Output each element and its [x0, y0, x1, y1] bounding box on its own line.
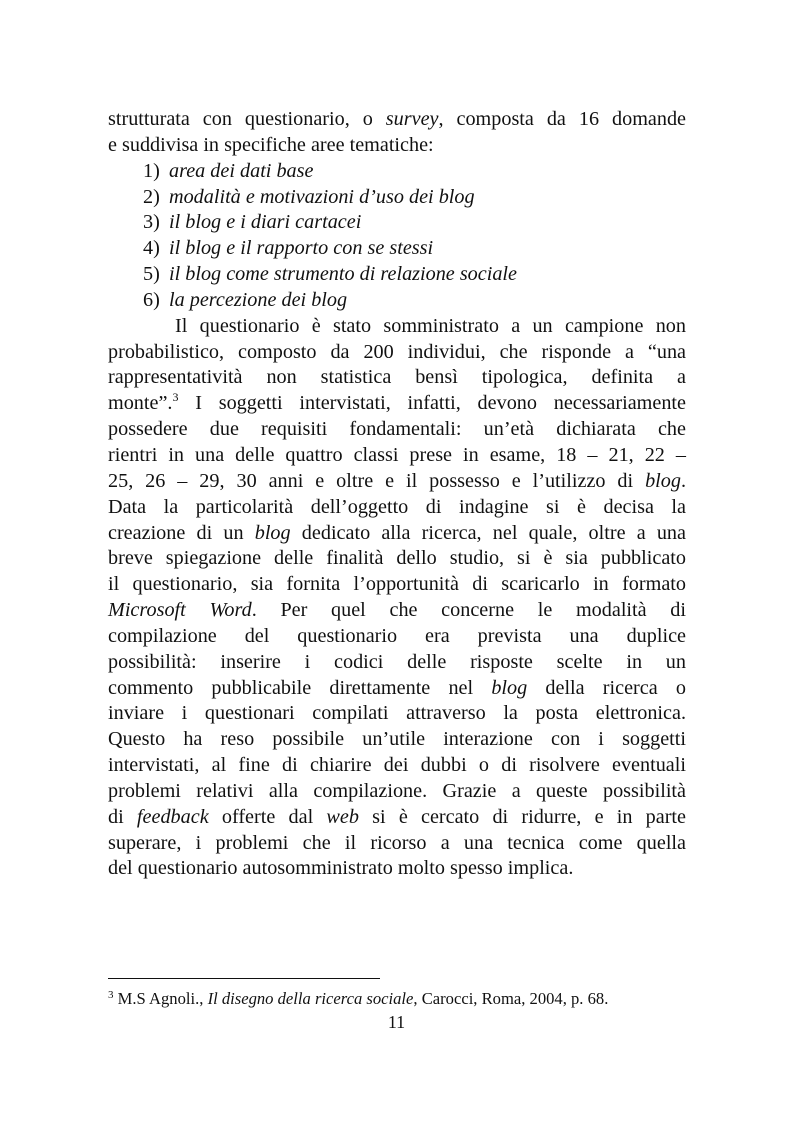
text-line: rientri in una delle quattro classi prese in esame, 18 – 21, 22 – [108, 443, 686, 466]
list-text: il blog come strumento di relazione sociale [169, 263, 517, 286]
list-number: 6) [143, 288, 160, 311]
footnote-number: 3 [108, 989, 114, 1001]
text-line: di feedback offerte dal web si è cercato di ridurre, e in parte [108, 805, 687, 828]
italic-term: survey [385, 108, 439, 130]
text-line: creazione di un blog dedicato alla ricerca, nel quale, oltre a una [108, 521, 686, 544]
text-line: inviare i questionari compilati attraverso la posta elettronica. [108, 702, 686, 725]
list-item [108, 288, 686, 314]
list-number: 5) [143, 263, 160, 286]
list-number: 3) [143, 211, 160, 234]
list-text: il blog e il rapporto con se stessi [169, 237, 434, 260]
text-line: probabilistico, composto da 200 individui, che risponde a “una [108, 340, 686, 363]
list-number: 1) [143, 159, 160, 182]
list-text: area dei dati base [169, 159, 314, 182]
text-line: Data la particolarità dell’oggetto di indagine si è decisa la [108, 495, 686, 518]
main-paragraph [108, 314, 686, 883]
italic-term: blog [254, 521, 291, 544]
list-number: 2) [143, 185, 160, 208]
text-line: breve spiegazione delle finalità dello studio, si è sia pubblicato [108, 547, 686, 570]
footnote: $^3$ M.S Agnoli., Il disegno della ricerca sociale, Carocci, Roma, 2004, p. 68. [108, 989, 609, 1008]
text-line: possibilità: inserire i codici delle risposte scelte in un [108, 650, 686, 673]
text-line: strutturata con questionario, o survey, composta da 16 domande [108, 108, 686, 130]
list-item [108, 210, 686, 236]
italic-term: blog [491, 676, 528, 699]
text-line: monte”.$^3$ I soggetti intervistati, infatti, devono necessariamente [108, 390, 686, 415]
text-line: Microsoft Word. Per quel che concerne le modalità di [108, 599, 686, 622]
italic-term: blog [645, 469, 681, 492]
text-line: commento pubblicabile direttamente nel blog della ricerca o [108, 676, 686, 699]
thematic-list [108, 159, 686, 314]
footnote-reference: 3 [172, 390, 179, 405]
text-line: e suddivisa in specifiche aree tematiche: [108, 133, 434, 156]
list-item [108, 236, 686, 262]
text-line: intervistati, al fine di chiarire dei dubbi o di risolvere eventuali [108, 754, 686, 777]
list-text: la percezione dei blog [169, 288, 348, 311]
list-number: 4) [143, 237, 160, 260]
text-line: Questo ha reso possibile un’utile interazione con i soggetti [108, 728, 686, 751]
body-text [108, 107, 686, 882]
italic-term: feedback [136, 805, 209, 828]
text-line: Il questionario è stato somministrato a un campione non [175, 314, 686, 337]
text-line: rappresentatività non statistica bensì tipologica, definita a [108, 366, 686, 389]
list-item [108, 262, 686, 288]
list-item [108, 185, 686, 211]
text-line: il questionario, sia fornita l’opportunità di scaricarlo in formato [108, 573, 686, 596]
text-line: del questionario autosomministrato molto spesso implica. [108, 857, 574, 880]
list-text: il blog e i diari cartacei [169, 211, 362, 234]
list-text: modalità e motivazioni d’uso dei blog [169, 185, 475, 208]
text-line: superare, i problemi che il ricorso a una tecnica come quella [108, 831, 686, 854]
text-line: compilazione del questionario era prevista una duplice [108, 624, 686, 647]
text-line: possedere due requisiti fondamentali: un’età dichiarata che [108, 418, 686, 441]
footnote-title: Il disegno della ricerca sociale [207, 989, 414, 1008]
italic-term: web [326, 805, 359, 828]
italic-term: Microsoft Word [108, 599, 252, 622]
text-line: problemi relativi alla compilazione. Grazie a queste possibilità [108, 779, 686, 802]
text-line: 25, 26 – 29, 30 anni e oltre e il possesso e l’utilizzo di blog. [108, 469, 686, 492]
list-item [108, 159, 686, 185]
page-number: 11 [387, 1012, 406, 1032]
footnote-separator [108, 978, 380, 979]
